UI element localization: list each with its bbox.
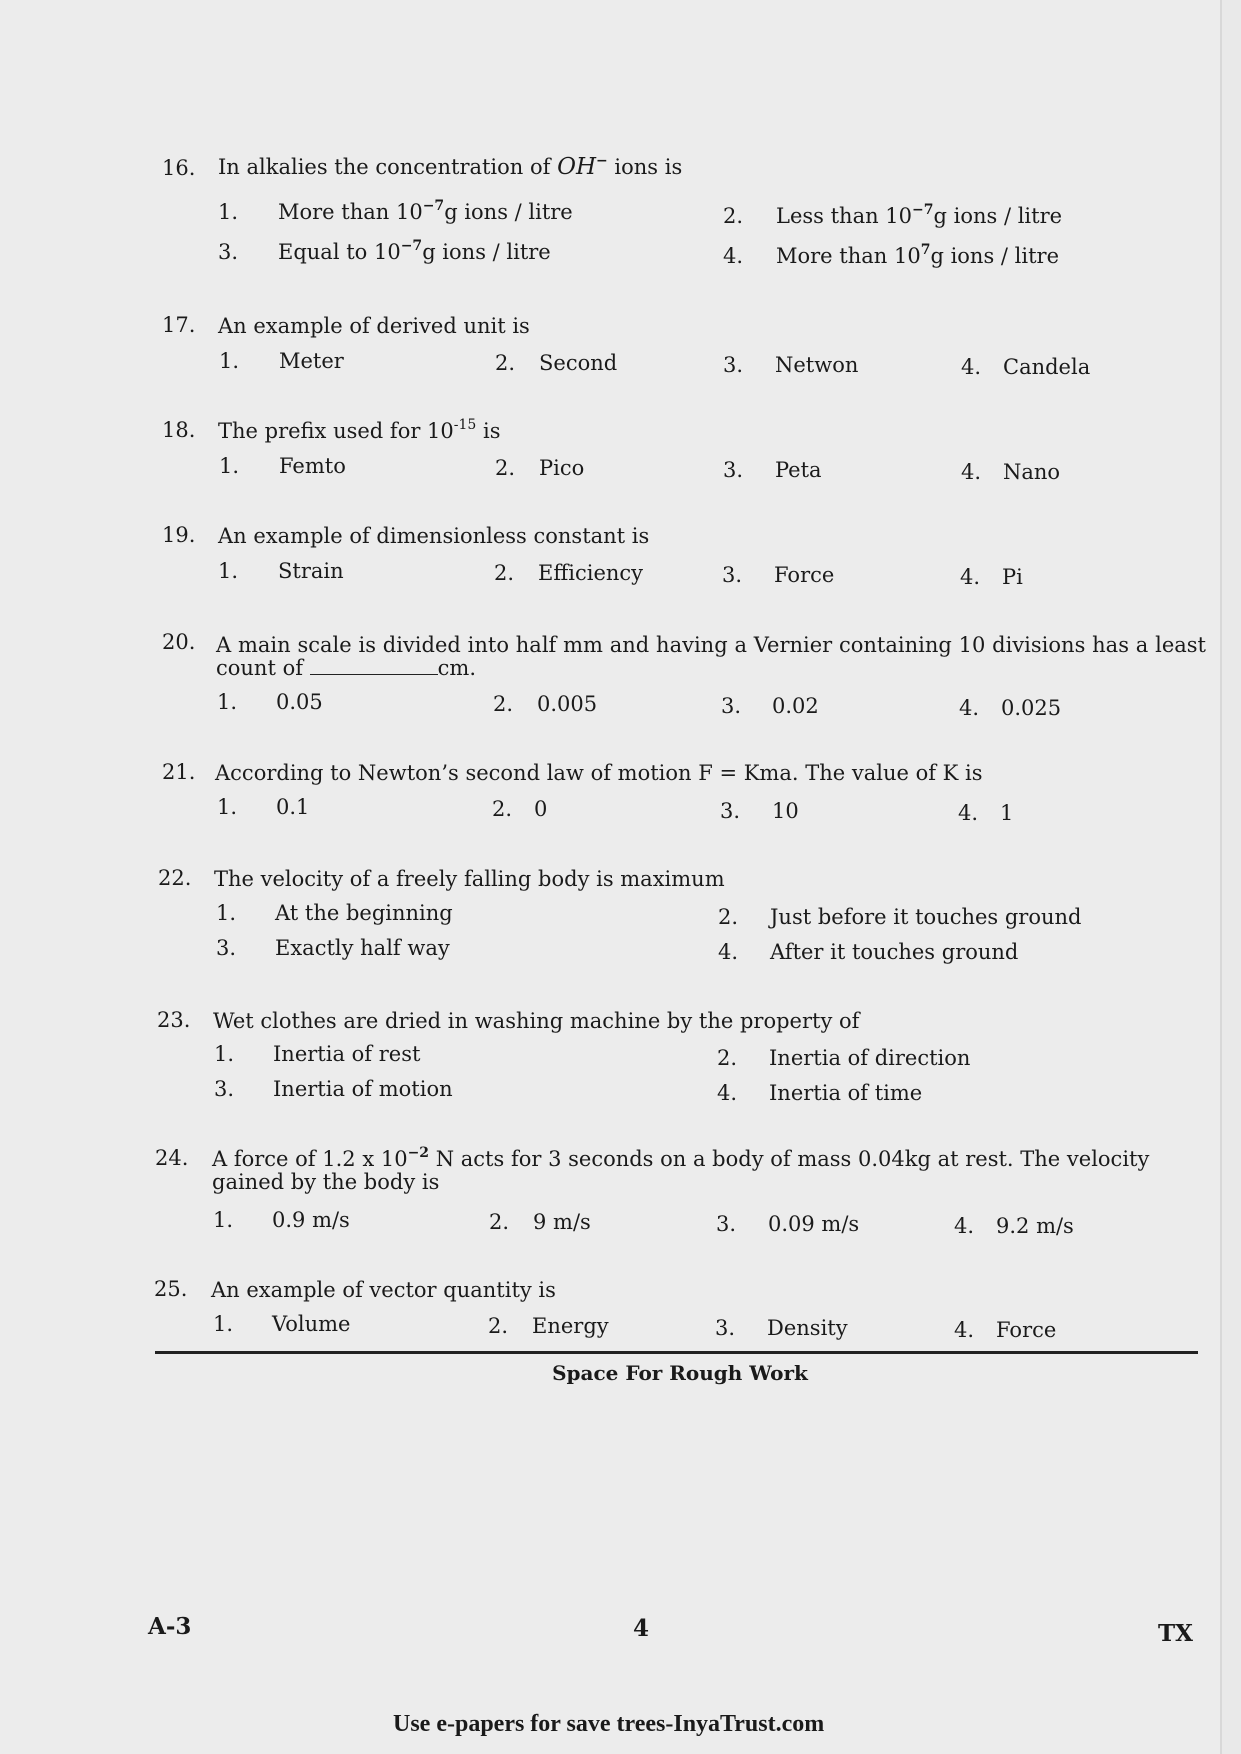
question-text: According to Newton’s second law of motion F = Kma. The value of K is xyxy=(215,761,983,785)
question-text: An example of derived unit is xyxy=(218,314,530,338)
question-text: A main scale is divided into half mm and having a Vernier containing 10 divisions has a least count of cm. xyxy=(216,633,1206,680)
page-number: 4 xyxy=(633,1615,650,1642)
answer-blank xyxy=(310,660,438,675)
question-number: 16. xyxy=(162,156,196,180)
question-number: 21. xyxy=(162,760,196,784)
question-number: 19. xyxy=(162,523,196,547)
question-number: 17. xyxy=(162,313,196,337)
question-text: In alkalies the concentration of OH− ions is xyxy=(218,153,683,180)
question-number: 18. xyxy=(162,418,196,442)
question-text: An example of dimensionless constant is xyxy=(218,524,650,548)
rough-work-heading: Space For Rough Work xyxy=(552,1361,808,1385)
section-divider xyxy=(155,1351,1198,1354)
question-number: 23. xyxy=(157,1008,191,1032)
question-text: The velocity of a freely falling body is maximum xyxy=(214,867,725,891)
question-number: 25. xyxy=(154,1277,188,1301)
question-text: The prefix used for $10^{-15}$ is xyxy=(218,417,501,443)
exam-page: 16. In alkalies the concentration of OH− ions is 1. More than $10^{-7}g$ ions / litre 2. Less than $10^{-7}g$ ions / litre 3. Equal to $10^{-7}g$ ions / litre 4. More than $10^7g$ ions / litre 17. An example of derived unit is 1. Meter 2. Second 3. Netwon 4. Candela 18. The prefix used for $10^{-15}$ is 1. Femto 2. Pico 3. Peta 4. Nano 19. An example of dimensionless constant is 1. Strain 2. Efficiency 3. Force 4. Pi 20. A main scale is divided into half mm and having a Vernier containing 10 divisions has a least count of cm. 1. 0.05 2. 0.005 3. 0.02 4. 0.025 21. According to Newton’s second law of motion F = Kma. The value of K is 1. 0.1 2. 0 3. 10 4. 1 22. The velocity of a freely falling body is maximum 1. At the beginning 2. Just before it touches ground 3. Exactly half way 4. After it touches ground 23. Wet clothes are dried in washing machine by the property of 1. Inertia of rest 2. Inertia of direction 3. Inertia of motion 4. Inertia of time 24. A force of 1.2 x $10^{-2}$ N acts for 3 seconds on a body of mass 0.04kg at rest. The velocity gained by the body is 1. 0.9 m/s 2. 9 m/s 3. 0.09 m/s 4. 9.2 m/s 25. An example of vector quantity is 1. Volume 2. Energy 3. Density 4. Force Space For Rough Work A-3 4 TX Use e-papers for save trees-InyaTrust.com xyxy=(0,0,1222,1754)
question-number: 20. xyxy=(162,630,196,654)
question-text: Wet clothes are dried in washing machine by the property of xyxy=(213,1009,860,1033)
booklet-code: A-3 xyxy=(148,1613,192,1640)
question-number: 22. xyxy=(158,866,192,890)
question-text: An example of vector quantity is xyxy=(211,1278,556,1302)
question-text: A force of 1.2 x $10^{-2}$ N acts for 3 seconds on a body of mass 0.04kg at rest. The velocity gained by the body is xyxy=(212,1145,1150,1194)
subject-code: TX xyxy=(1158,1620,1193,1647)
footer-banner: Use e-papers for save trees-InyaTrust.com xyxy=(393,1711,825,1737)
question-number: 24. xyxy=(155,1146,189,1170)
